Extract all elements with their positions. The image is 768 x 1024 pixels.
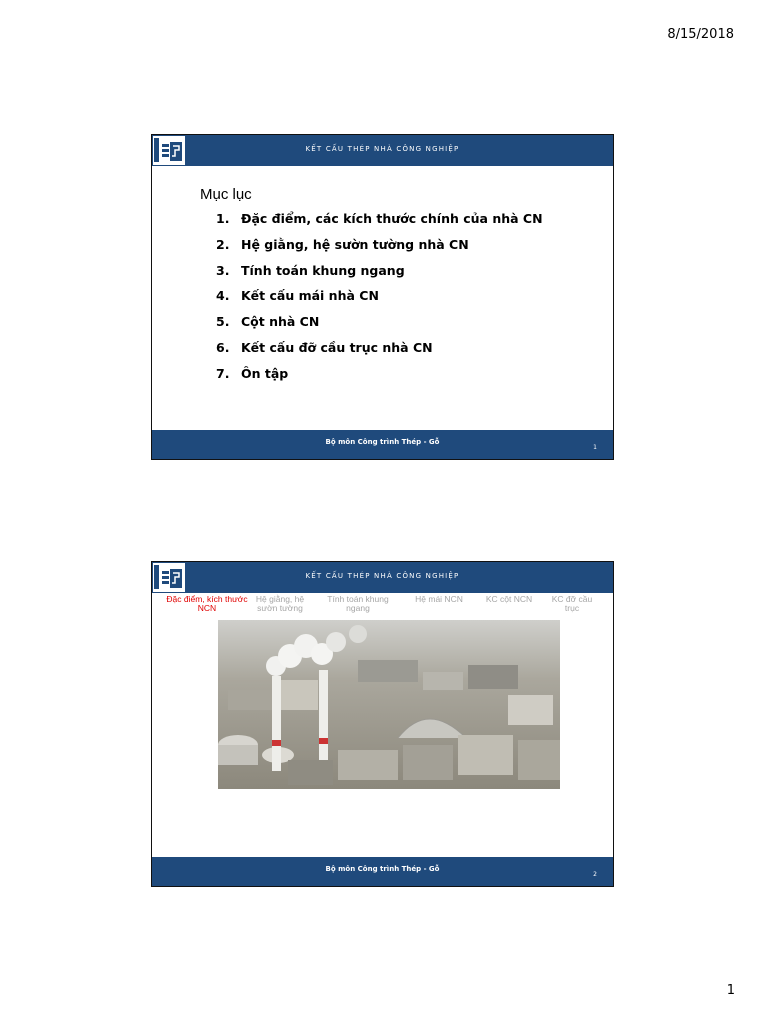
slide-header (152, 562, 613, 593)
tab-kc-do-cau-truc[interactable]: KC đỡ cầu trục (551, 594, 593, 613)
slide-2 (151, 561, 614, 887)
tab-he-giang[interactable]: Hệ giằng, hệ sườn tường (255, 594, 305, 613)
page-date: 8/15/2018 (667, 27, 734, 42)
slide-footer (152, 857, 613, 886)
toc-item: 5. Cột nhà CN (216, 314, 320, 330)
toc-item: 1. Đặc điểm, các kích thước chính của nhà CN (216, 211, 543, 226)
toc-list (216, 211, 543, 392)
toc-item: 4. Kết cấu mái nhà CN (216, 288, 379, 304)
slide-1 (151, 134, 614, 460)
toc-item: 6. Kết cấu đỡ cầu trục nhà CN (216, 339, 433, 355)
section-tabs (152, 595, 613, 619)
tab-he-mai[interactable]: Hệ mái NCN (415, 594, 463, 604)
slide-header-title: KẾT CẤU THÉP NHÀ CÔNG NGHIỆP (305, 572, 460, 580)
slide-footer (152, 430, 613, 459)
footer-department: Bộ môn Công trình Thép - Gỗ (325, 438, 440, 446)
slide-number: 1 (593, 444, 597, 451)
toc-item: 7. Ôn tập (216, 365, 289, 381)
tab-tinh-toan[interactable]: Tính toán khung ngang (327, 594, 389, 613)
industrial-plant-photo (218, 620, 560, 789)
slide-header (152, 135, 613, 166)
toc-item: 2. Hệ giằng, hệ sườn tường nhà CN (216, 236, 469, 252)
page-number: 1 (726, 983, 735, 998)
slide-number: 2 (593, 871, 597, 878)
footer-department: Bộ môn Công trình Thép - Gỗ (325, 865, 440, 873)
slide-header-title: KẾT CẤU THÉP NHÀ CÔNG NGHIỆP (305, 145, 460, 153)
toc-title: Mục lục (200, 186, 252, 203)
tab-kc-cot[interactable]: KC cột NCN (485, 594, 533, 604)
toc-item: 3. Tính toán khung ngang (216, 262, 405, 278)
tab-dac-diem[interactable]: Đặc điểm, kích thước NCN (166, 594, 248, 613)
